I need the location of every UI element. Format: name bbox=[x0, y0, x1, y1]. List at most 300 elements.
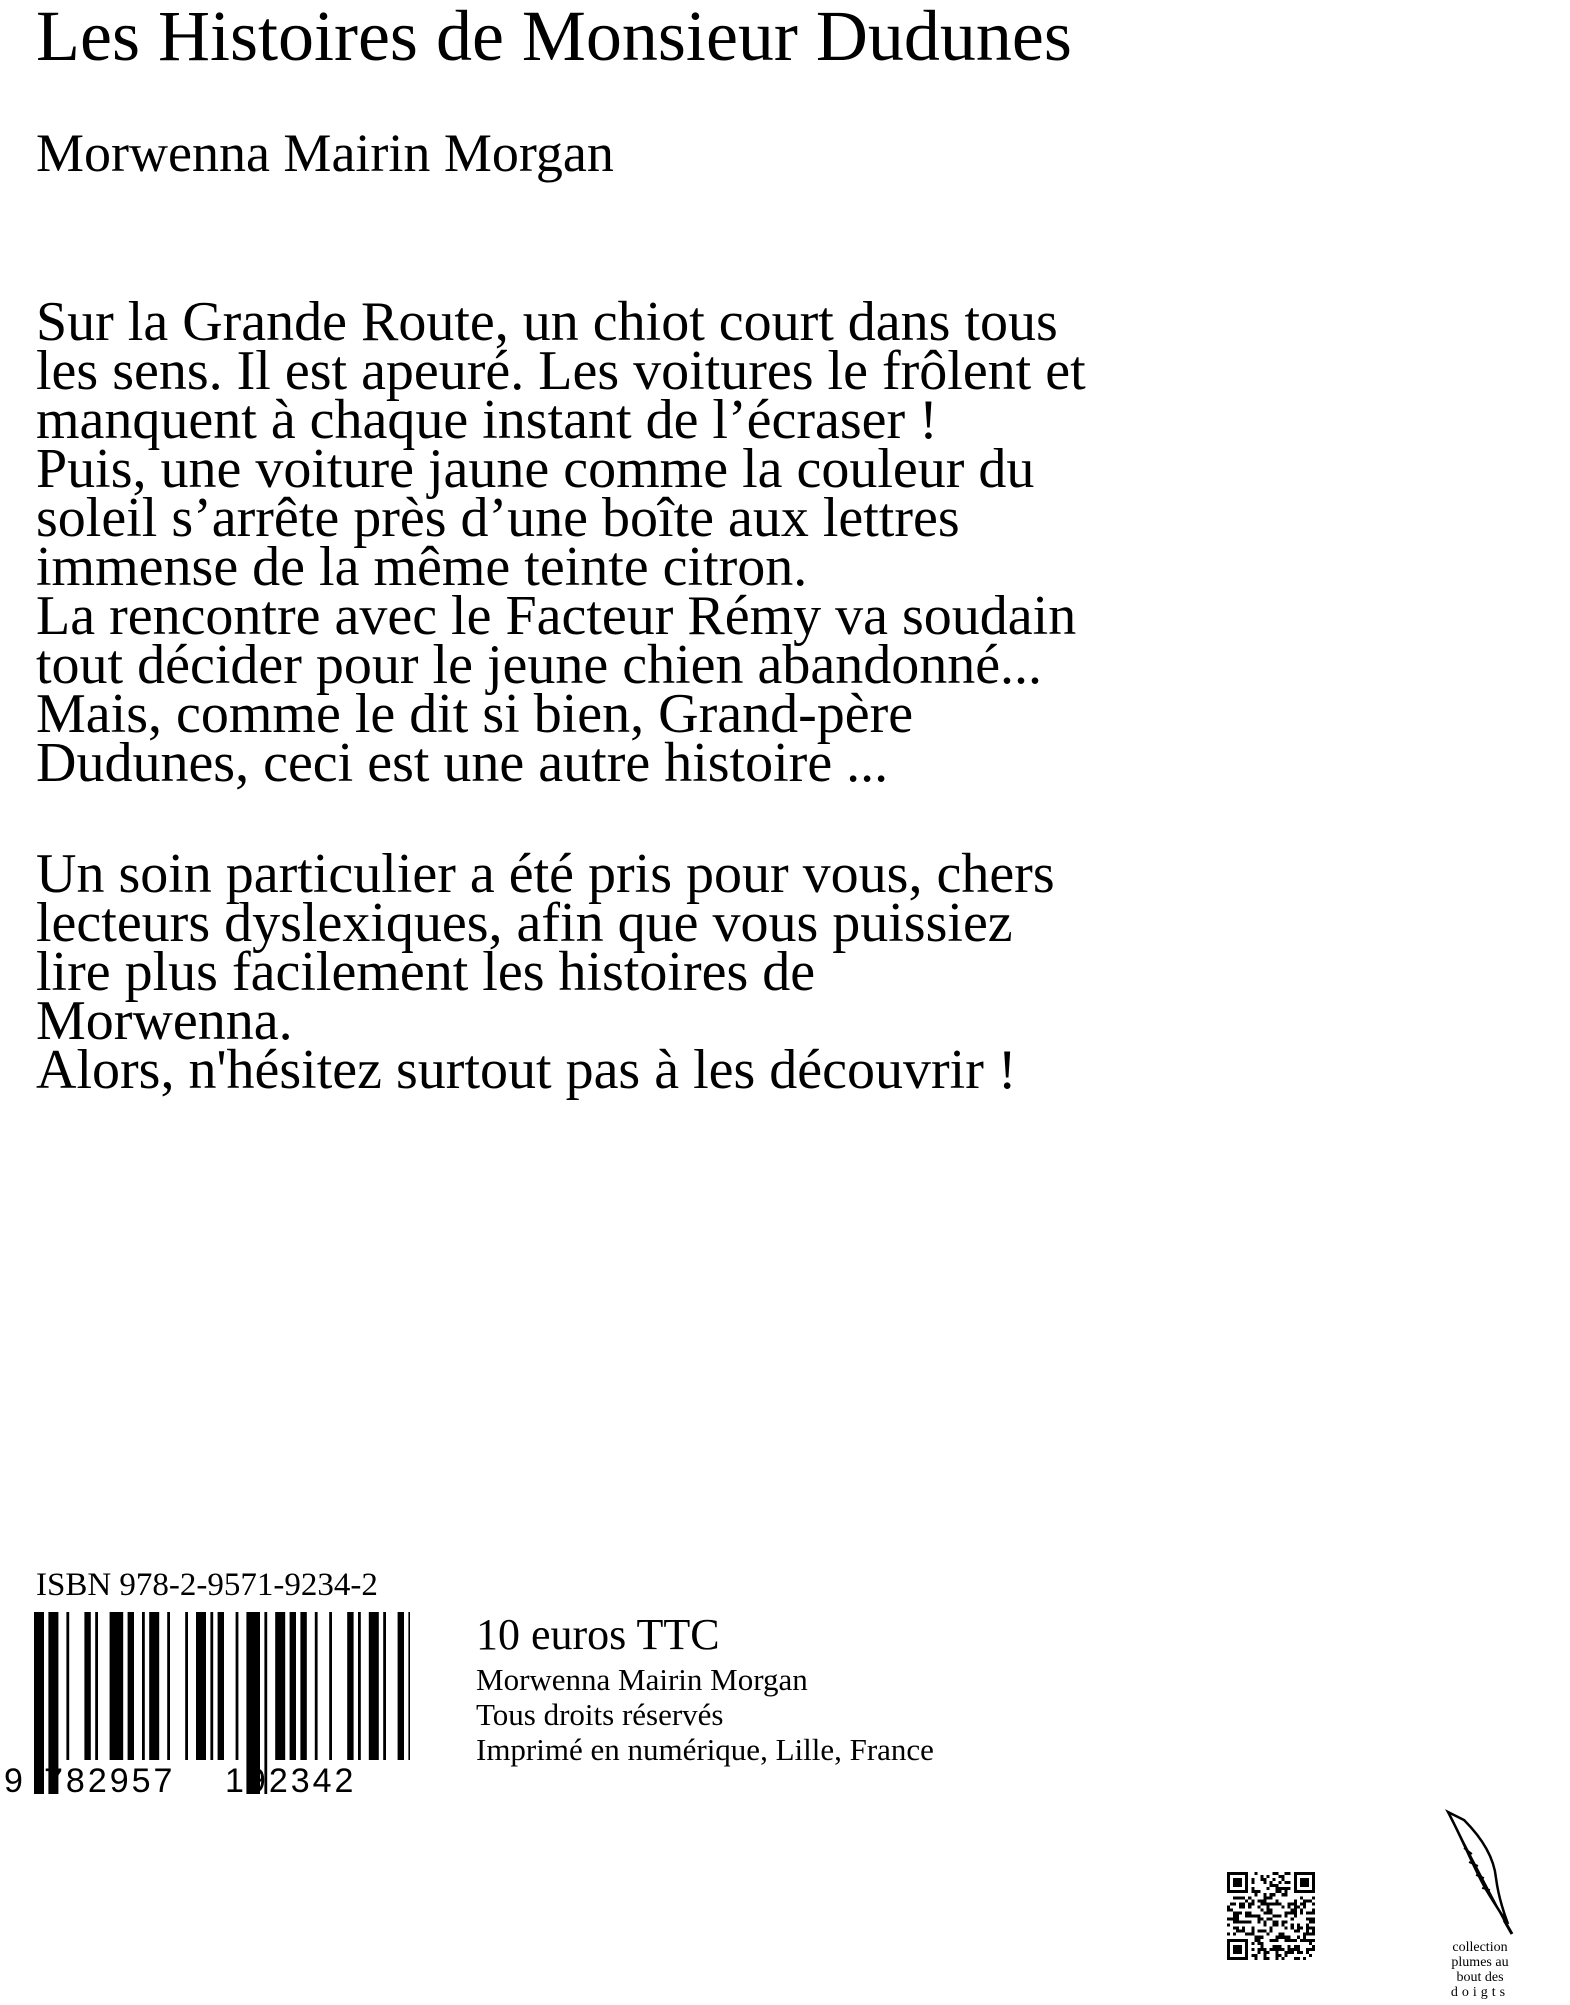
qr-module bbox=[1263, 1896, 1266, 1899]
qr-module bbox=[1269, 1881, 1272, 1884]
qr-module bbox=[1291, 1918, 1294, 1921]
qr-module bbox=[1269, 1908, 1272, 1911]
qr-module bbox=[1285, 1911, 1288, 1914]
qr-module bbox=[1282, 1893, 1285, 1896]
qr-module bbox=[1285, 1872, 1288, 1875]
qr-module bbox=[1291, 1908, 1294, 1911]
qr-module bbox=[1279, 1914, 1282, 1917]
qr-module bbox=[1251, 1942, 1254, 1945]
qr-module bbox=[1260, 1930, 1263, 1933]
qr-module bbox=[1269, 1911, 1272, 1914]
qr-module bbox=[1300, 1902, 1303, 1905]
logo-caption-line: doigts bbox=[1450, 1985, 1510, 2000]
qr-module bbox=[1309, 1918, 1312, 1921]
qr-module bbox=[1269, 1939, 1272, 1942]
qr-module bbox=[1260, 1902, 1263, 1905]
qr-module bbox=[1269, 1884, 1272, 1887]
qr-module bbox=[1300, 1951, 1303, 1954]
qr-module bbox=[1248, 1921, 1251, 1924]
qr-module bbox=[1312, 1902, 1315, 1905]
qr-module bbox=[1309, 1954, 1312, 1957]
qr-module bbox=[1288, 1939, 1291, 1942]
qr-module bbox=[1257, 1930, 1260, 1933]
qr-module bbox=[1257, 1914, 1260, 1917]
qr-module bbox=[1285, 1890, 1288, 1893]
qr-module bbox=[1291, 1924, 1294, 1927]
qr-module bbox=[1276, 1945, 1279, 1948]
qr-module bbox=[1236, 1918, 1239, 1921]
qr-module bbox=[1257, 1948, 1260, 1951]
qr-module bbox=[1233, 1918, 1236, 1921]
qr-module bbox=[1260, 1948, 1263, 1951]
qr-module bbox=[1288, 1905, 1291, 1908]
qr-module bbox=[1269, 1918, 1272, 1921]
qr-module bbox=[1248, 1911, 1251, 1914]
qr-module bbox=[1279, 1948, 1282, 1951]
qr-module bbox=[1260, 1936, 1263, 1939]
barcode-bar bbox=[398, 1612, 404, 1760]
qr-module bbox=[1233, 1878, 1242, 1887]
qr-module bbox=[1297, 1957, 1300, 1960]
qr-module bbox=[1227, 1905, 1230, 1908]
qr-module bbox=[1233, 1933, 1236, 1936]
barcode-left-digits: 782957 bbox=[44, 1762, 176, 1798]
book-title: Les Histoires de Monsieur Dudunes bbox=[36, 0, 1072, 76]
qr-module bbox=[1312, 1945, 1315, 1948]
qr-module bbox=[1276, 1872, 1279, 1875]
qr-module bbox=[1288, 1902, 1291, 1905]
barcode-bar bbox=[347, 1612, 353, 1760]
qr-module bbox=[1300, 1939, 1303, 1942]
qr-module bbox=[1273, 1872, 1276, 1875]
qr-module bbox=[1294, 1908, 1297, 1911]
qr-module bbox=[1312, 1911, 1315, 1914]
qr-module bbox=[1291, 1902, 1294, 1905]
blurb-line: Puis, une voiture jaune comme la couleur du bbox=[36, 438, 1035, 500]
qr-module bbox=[1269, 1927, 1272, 1930]
qr-module bbox=[1242, 1930, 1245, 1933]
qr-module bbox=[1266, 1908, 1269, 1911]
blurb-line: Un soin particulier a été pris pour vous, chers bbox=[36, 843, 1055, 905]
blurb-paragraph-2 bbox=[36, 843, 1516, 1101]
qr-module bbox=[1282, 1957, 1285, 1960]
qr-module bbox=[1227, 1908, 1230, 1911]
qr-module bbox=[1251, 1948, 1254, 1951]
qr-code bbox=[1227, 1872, 1315, 1960]
qr-module bbox=[1276, 1887, 1279, 1890]
qr-module bbox=[1236, 1921, 1239, 1924]
qr-module bbox=[1248, 1902, 1251, 1905]
qr-module bbox=[1309, 1927, 1312, 1930]
qr-module bbox=[1276, 1957, 1279, 1960]
qr-module bbox=[1263, 1948, 1266, 1951]
barcode-bar bbox=[142, 1612, 145, 1760]
barcode-bar bbox=[66, 1612, 69, 1760]
qr-module bbox=[1276, 1884, 1279, 1887]
qr-module bbox=[1236, 1914, 1239, 1917]
blurb-line: Dudunes, ceci est une autre histoire ... bbox=[36, 732, 889, 794]
qr-module bbox=[1266, 1918, 1269, 1921]
qr-module bbox=[1291, 1939, 1294, 1942]
qr-module bbox=[1303, 1902, 1306, 1905]
qr-module bbox=[1269, 1948, 1272, 1951]
qr-module bbox=[1297, 1951, 1300, 1954]
qr-module bbox=[1300, 1878, 1309, 1887]
qr-module bbox=[1273, 1884, 1276, 1887]
barcode-bar bbox=[167, 1612, 170, 1760]
qr-module bbox=[1233, 1927, 1236, 1930]
barcode-bar bbox=[290, 1612, 296, 1760]
qr-module bbox=[1279, 1881, 1282, 1884]
qr-module bbox=[1239, 1896, 1242, 1899]
qr-module bbox=[1257, 1918, 1260, 1921]
qr-module bbox=[1260, 1918, 1263, 1921]
qr-module bbox=[1288, 1887, 1291, 1890]
blurb-line: les sens. Il est apeuré. Les voitures le frôlent et bbox=[36, 340, 1086, 402]
barcode-bar bbox=[369, 1612, 379, 1760]
qr-module bbox=[1282, 1921, 1285, 1924]
qr-module bbox=[1294, 1945, 1297, 1948]
qr-module bbox=[1263, 1957, 1266, 1960]
qr-module bbox=[1227, 1933, 1230, 1936]
qr-module bbox=[1285, 1936, 1288, 1939]
qr-module bbox=[1282, 1924, 1285, 1927]
barcode-bar bbox=[358, 1612, 361, 1760]
qr-module bbox=[1233, 1911, 1236, 1914]
qr-module bbox=[1260, 1899, 1263, 1902]
price-label: 10 euros TTC bbox=[476, 1610, 720, 1659]
qr-module bbox=[1251, 1902, 1254, 1905]
qr-module bbox=[1309, 1921, 1312, 1924]
qr-module bbox=[1254, 1939, 1257, 1942]
qr-module bbox=[1306, 1924, 1309, 1927]
qr-module bbox=[1233, 1945, 1242, 1954]
credit-author: Morwenna Mairin Morgan bbox=[476, 1662, 808, 1697]
qr-module bbox=[1294, 1905, 1297, 1908]
qr-module bbox=[1251, 1954, 1254, 1957]
qr-module bbox=[1312, 1927, 1315, 1930]
qr-module bbox=[1266, 1951, 1269, 1954]
qr-module bbox=[1236, 1927, 1239, 1930]
qr-module bbox=[1276, 1890, 1279, 1893]
qr-module bbox=[1248, 1905, 1251, 1908]
qr-module bbox=[1312, 1939, 1315, 1942]
collection-logo bbox=[1425, 1808, 1535, 2005]
barcode-bar bbox=[210, 1612, 213, 1760]
qr-module bbox=[1279, 1936, 1282, 1939]
qr-module bbox=[1251, 1890, 1254, 1893]
qr-module bbox=[1294, 1899, 1297, 1902]
qr-module bbox=[1306, 1951, 1309, 1954]
logo-caption-line: bout des bbox=[1456, 1970, 1504, 1985]
qr-module bbox=[1282, 1936, 1285, 1939]
qr-module bbox=[1279, 1902, 1282, 1905]
qr-module bbox=[1239, 1911, 1242, 1914]
qr-module bbox=[1269, 1896, 1272, 1899]
qr-module bbox=[1273, 1921, 1276, 1924]
qr-module bbox=[1266, 1933, 1269, 1936]
qr-module bbox=[1263, 1881, 1266, 1884]
qr-module bbox=[1227, 1924, 1230, 1927]
qr-module bbox=[1245, 1921, 1248, 1924]
qr-module bbox=[1260, 1942, 1263, 1945]
qr-module bbox=[1276, 1914, 1279, 1917]
qr-module bbox=[1263, 1911, 1266, 1914]
qr-module bbox=[1291, 1951, 1294, 1954]
qr-module bbox=[1294, 1939, 1297, 1942]
qr-module bbox=[1306, 1899, 1309, 1902]
qr-module bbox=[1297, 1930, 1300, 1933]
qr-module bbox=[1251, 1914, 1254, 1917]
qr-module bbox=[1257, 1890, 1260, 1893]
qr-module bbox=[1312, 1933, 1315, 1936]
qr-module bbox=[1239, 1902, 1242, 1905]
qr-module bbox=[1248, 1896, 1251, 1899]
qr-module bbox=[1303, 1957, 1306, 1960]
qr-module bbox=[1273, 1948, 1276, 1951]
qr-module bbox=[1309, 1933, 1312, 1936]
qr-module bbox=[1279, 1887, 1282, 1890]
isbn-label: ISBN 978-2-9571-9234-2 bbox=[36, 1567, 378, 1603]
qr-module bbox=[1300, 1908, 1303, 1911]
qr-module bbox=[1288, 1945, 1291, 1948]
qr-module bbox=[1233, 1902, 1236, 1905]
barcode-bar bbox=[84, 1612, 90, 1760]
qr-module bbox=[1230, 1918, 1233, 1921]
qr-module bbox=[1288, 1951, 1291, 1954]
qr-module bbox=[1282, 1948, 1285, 1951]
qr-module bbox=[1285, 1927, 1288, 1930]
qr-module bbox=[1306, 1927, 1309, 1930]
qr-module bbox=[1227, 1918, 1230, 1921]
qr-module bbox=[1257, 1951, 1260, 1954]
qr-module bbox=[1276, 1924, 1279, 1927]
qr-module bbox=[1266, 1896, 1269, 1899]
qr-module bbox=[1288, 1948, 1291, 1951]
barcode-bar bbox=[196, 1612, 206, 1760]
qr-module bbox=[1242, 1927, 1245, 1930]
qr-module bbox=[1263, 1951, 1266, 1954]
qr-module bbox=[1263, 1893, 1266, 1896]
qr-module bbox=[1233, 1914, 1236, 1917]
qr-module bbox=[1273, 1945, 1276, 1948]
qr-module bbox=[1303, 1899, 1306, 1902]
qr-module bbox=[1282, 1905, 1285, 1908]
blurb-line: Morwenna. bbox=[36, 990, 293, 1052]
qr-module bbox=[1263, 1902, 1266, 1905]
qr-module bbox=[1279, 1954, 1282, 1957]
qr-module bbox=[1294, 1911, 1297, 1914]
qr-module bbox=[1312, 1908, 1315, 1911]
qr-module bbox=[1309, 1899, 1312, 1902]
qr-module bbox=[1239, 1905, 1242, 1908]
qr-module bbox=[1279, 1890, 1282, 1893]
qr-module bbox=[1254, 1957, 1257, 1960]
qr-module bbox=[1266, 1911, 1269, 1914]
qr-module bbox=[1254, 1893, 1257, 1896]
blurb-paragraph-1 bbox=[36, 291, 1516, 794]
qr-module bbox=[1285, 1881, 1288, 1884]
qr-module bbox=[1303, 1939, 1306, 1942]
qr-module bbox=[1266, 1887, 1269, 1890]
qr-module bbox=[1288, 1936, 1291, 1939]
qr-module bbox=[1312, 1930, 1315, 1933]
qr-module bbox=[1242, 1905, 1245, 1908]
qr-module bbox=[1300, 1911, 1303, 1914]
qr-module bbox=[1297, 1948, 1300, 1951]
qr-module bbox=[1294, 1957, 1297, 1960]
qr-module bbox=[1230, 1902, 1233, 1905]
logo-caption-line: collection bbox=[1452, 1940, 1508, 1955]
blurb-line: lecteurs dyslexiques, afin que vous puissiez bbox=[36, 892, 1013, 954]
qr-module bbox=[1266, 1905, 1269, 1908]
qr-module bbox=[1251, 1881, 1254, 1884]
qr-module bbox=[1300, 1896, 1303, 1899]
qr-module bbox=[1263, 1930, 1266, 1933]
qr-module bbox=[1291, 1927, 1294, 1930]
barcode-bar bbox=[185, 1612, 188, 1760]
qr-module bbox=[1254, 1872, 1257, 1875]
qr-module bbox=[1285, 1893, 1288, 1896]
qr-module bbox=[1273, 1878, 1276, 1881]
qr-module bbox=[1285, 1921, 1288, 1924]
qr-module bbox=[1273, 1902, 1276, 1905]
logo-caption-line: plumes au bbox=[1451, 1955, 1509, 1970]
qr-module bbox=[1306, 1930, 1309, 1933]
qr-module bbox=[1312, 1921, 1315, 1924]
feather-icon bbox=[1442, 1808, 1518, 1936]
qr-module bbox=[1276, 1951, 1279, 1954]
blurb-line: La rencontre avec le Facteur Rémy va soudain bbox=[36, 585, 1077, 647]
qr-module bbox=[1285, 1887, 1288, 1890]
barcode-bar bbox=[95, 1612, 98, 1760]
qr-module bbox=[1291, 1948, 1294, 1951]
qr-module bbox=[1306, 1933, 1309, 1936]
qr-module bbox=[1306, 1911, 1309, 1914]
qr-module bbox=[1273, 1893, 1276, 1896]
qr-module bbox=[1263, 1878, 1266, 1881]
qr-module bbox=[1254, 1890, 1257, 1893]
qr-module bbox=[1309, 1948, 1312, 1951]
qr-module bbox=[1276, 1902, 1279, 1905]
qr-module bbox=[1251, 1899, 1254, 1902]
qr-module bbox=[1254, 1954, 1257, 1957]
qr-module bbox=[1312, 1948, 1315, 1951]
qr-module bbox=[1273, 1939, 1276, 1942]
barcode-bar bbox=[236, 1612, 239, 1760]
blurb-line: lire plus facilement les histoires de bbox=[36, 941, 816, 1003]
qr-module bbox=[1266, 1875, 1269, 1878]
qr-module bbox=[1282, 1878, 1285, 1881]
qr-module bbox=[1260, 1945, 1263, 1948]
qr-module bbox=[1269, 1893, 1272, 1896]
barcode-bar bbox=[110, 1612, 124, 1760]
qr-module bbox=[1257, 1905, 1260, 1908]
qr-module bbox=[1257, 1939, 1260, 1942]
barcode-bar bbox=[315, 1612, 318, 1760]
qr-module bbox=[1285, 1939, 1288, 1942]
barcode-bar bbox=[149, 1612, 159, 1760]
qr-module bbox=[1242, 1902, 1245, 1905]
qr-module bbox=[1251, 1887, 1254, 1890]
qr-module bbox=[1251, 1878, 1254, 1881]
qr-module bbox=[1236, 1930, 1239, 1933]
blurb-line: Sur la Grande Route, un chiot court dans tous bbox=[36, 291, 1058, 353]
qr-module bbox=[1245, 1899, 1248, 1902]
qr-module bbox=[1306, 1918, 1309, 1921]
qr-module bbox=[1276, 1939, 1279, 1942]
qr-module bbox=[1236, 1911, 1239, 1914]
qr-module bbox=[1263, 1899, 1266, 1902]
qr-module bbox=[1303, 1905, 1306, 1908]
qr-module bbox=[1260, 1878, 1263, 1881]
qr-module bbox=[1309, 1939, 1312, 1942]
qr-module bbox=[1279, 1945, 1282, 1948]
qr-module bbox=[1276, 1921, 1279, 1924]
qr-module bbox=[1297, 1905, 1300, 1908]
qr-module bbox=[1297, 1936, 1300, 1939]
qr-module bbox=[1285, 1954, 1288, 1957]
qr-module bbox=[1297, 1924, 1300, 1927]
qr-module bbox=[1248, 1933, 1251, 1936]
qr-module bbox=[1285, 1914, 1288, 1917]
qr-module bbox=[1254, 1914, 1257, 1917]
qr-module bbox=[1245, 1911, 1248, 1914]
qr-module bbox=[1251, 1930, 1254, 1933]
qr-module bbox=[1245, 1914, 1248, 1917]
qr-module bbox=[1288, 1872, 1291, 1875]
author-name: Morwenna Mairin Morgan bbox=[36, 123, 614, 183]
qr-module bbox=[1266, 1902, 1269, 1905]
qr-module bbox=[1282, 1933, 1285, 1936]
barcode-bar bbox=[329, 1612, 332, 1760]
qr-module bbox=[1312, 1896, 1315, 1899]
barcode-bar bbox=[128, 1612, 134, 1760]
qr-module bbox=[1303, 1936, 1306, 1939]
qr-module bbox=[1288, 1881, 1291, 1884]
qr-module bbox=[1233, 1921, 1236, 1924]
qr-module bbox=[1269, 1930, 1272, 1933]
qr-module bbox=[1254, 1936, 1257, 1939]
qr-module bbox=[1263, 1921, 1266, 1924]
qr-module bbox=[1230, 1908, 1233, 1911]
blurb-line: Alors, n'hésitez surtout pas à les découvrir ! bbox=[36, 1039, 1017, 1101]
isbn-barcode bbox=[0, 1608, 410, 1798]
qr-module bbox=[1309, 1942, 1312, 1945]
credit-rights: Tous droits réservés bbox=[476, 1697, 724, 1732]
barcode-right-digits: 192342 bbox=[225, 1762, 357, 1798]
qr-module bbox=[1273, 1914, 1276, 1917]
qr-module bbox=[1282, 1875, 1285, 1878]
barcode-bar bbox=[383, 1612, 386, 1760]
qr-modules bbox=[1227, 1872, 1315, 1960]
qr-module bbox=[1269, 1902, 1272, 1905]
qr-module bbox=[1257, 1942, 1260, 1945]
qr-module bbox=[1260, 1875, 1263, 1878]
qr-module bbox=[1312, 1918, 1315, 1921]
qr-module bbox=[1276, 1936, 1279, 1939]
qr-module bbox=[1251, 1927, 1254, 1930]
qr-module bbox=[1276, 1954, 1279, 1957]
qr-module bbox=[1251, 1933, 1254, 1936]
qr-module bbox=[1263, 1954, 1266, 1957]
blurb-line: manquent à chaque instant de l’écraser ! bbox=[36, 389, 938, 451]
barcode-bar bbox=[275, 1612, 285, 1760]
qr-module bbox=[1294, 1948, 1297, 1951]
qr-module bbox=[1245, 1933, 1248, 1936]
qr-module bbox=[1303, 1933, 1306, 1936]
qr-module bbox=[1266, 1957, 1269, 1960]
